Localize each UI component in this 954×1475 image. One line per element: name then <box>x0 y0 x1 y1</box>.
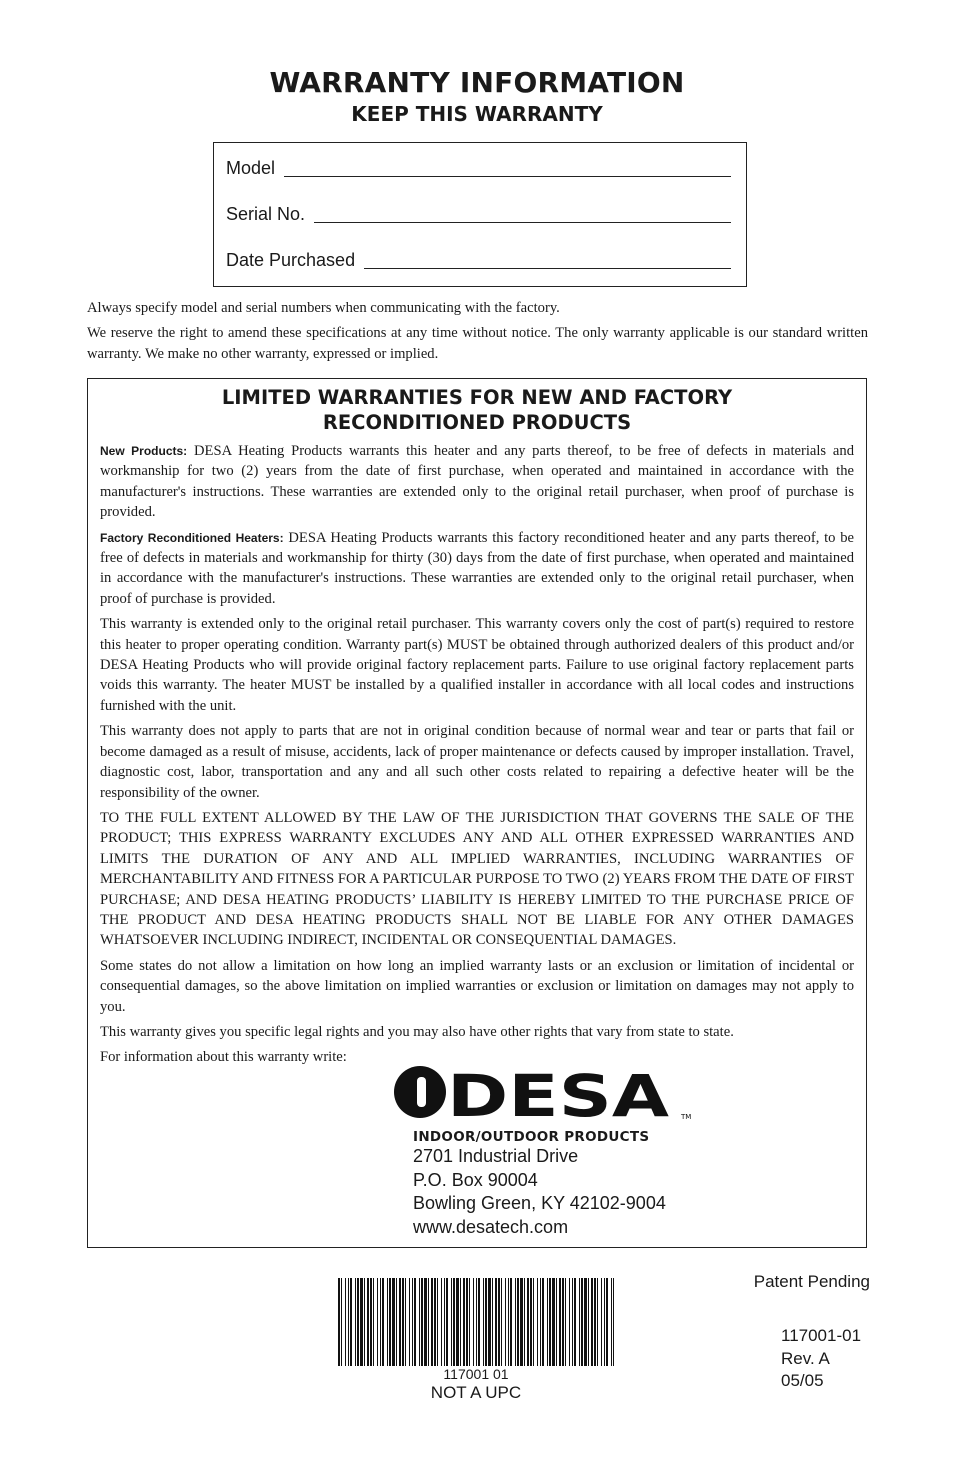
revision: Rev. A <box>781 1348 830 1368</box>
barcode-bar <box>463 1278 465 1366</box>
barcode-bar <box>348 1278 349 1366</box>
barcode-bar <box>498 1278 500 1366</box>
barcode-bar <box>572 1278 573 1366</box>
barcode-bar <box>581 1278 583 1366</box>
barcode-bar <box>594 1278 596 1366</box>
barcode-bar <box>373 1278 374 1366</box>
barcode-bar <box>488 1278 491 1366</box>
limited-warranty-box <box>87 378 867 1248</box>
barcode-bar <box>341 1278 342 1366</box>
barcode-bar <box>517 1278 519 1366</box>
barcode-bar <box>402 1278 404 1366</box>
barcode-bar <box>355 1278 356 1366</box>
barcode-bar <box>437 1278 438 1366</box>
barcode-bar <box>559 1278 561 1366</box>
barcode-bar <box>584 1278 587 1366</box>
barcode-bar <box>421 1278 423 1366</box>
barcode-bar <box>520 1278 523 1366</box>
barcode-bar <box>444 1278 445 1366</box>
barcode-bar <box>530 1278 532 1366</box>
rights-paragraph: This warranty gives you specific legal rights and you may also have other rights that vary from state to state. <box>100 1023 734 1040</box>
barcode-bar <box>527 1278 529 1366</box>
barcode-bar <box>382 1278 384 1366</box>
barcode-bar <box>579 1278 580 1366</box>
barcode-bar <box>574 1278 576 1366</box>
patent-pending: Patent Pending <box>753 1272 870 1291</box>
barcode-bar <box>524 1278 525 1366</box>
barcode-bar <box>350 1278 352 1366</box>
barcode-bar <box>405 1278 406 1366</box>
barcode-bar <box>456 1278 459 1366</box>
barcode-bar <box>431 1278 433 1366</box>
title-line-1: LIMITED WARRANTIES FOR NEW AND FACTORY <box>221 386 733 409</box>
barcode-bar <box>428 1278 429 1366</box>
barcode-bar <box>367 1278 369 1366</box>
barcode-bar <box>542 1278 544 1366</box>
reconditioned-paragraph <box>100 528 854 610</box>
barcode-bar <box>389 1278 391 1366</box>
barcode-bar <box>396 1278 397 1366</box>
barcode-bar <box>540 1278 541 1366</box>
barcode-bar <box>492 1278 493 1366</box>
barcode-bar <box>345 1278 346 1366</box>
barcode-number: 117001 01 <box>443 1366 509 1382</box>
model-row <box>226 158 731 179</box>
barcode-bar <box>370 1278 372 1366</box>
barcode-bar <box>412 1278 413 1366</box>
company-address <box>413 1145 666 1239</box>
barcode-bar <box>483 1278 484 1366</box>
barcode-bar <box>453 1278 455 1366</box>
barcode-bar <box>469 1278 470 1366</box>
barcode-bar <box>377 1278 378 1366</box>
barcode-bar <box>473 1278 474 1366</box>
barcode-bar <box>515 1278 516 1366</box>
warranty-body <box>100 441 854 1073</box>
date-row <box>226 250 731 271</box>
barcode-bar <box>466 1278 468 1366</box>
barcode-bar <box>485 1278 487 1366</box>
barcode-bar <box>547 1278 548 1366</box>
barcode-bar <box>510 1278 512 1366</box>
barcode-bar <box>537 1278 538 1366</box>
barcode-bar <box>613 1278 614 1366</box>
logo-tagline: INDOOR/OUTDOOR PRODUCTS <box>413 1129 650 1145</box>
address-line-2: P.O. Box 90004 <box>413 1169 538 1190</box>
trademark-mark: TM <box>681 1113 692 1121</box>
part-number-block <box>781 1325 861 1393</box>
states-paragraph: Some states do not allow a limitation on how long an implied warranty lasts or an exclusion or limitation of incidental or consequential damages, so the above limitation on implied warranties or exclusion or limitation on damages may not apply to you. <box>100 957 854 1015</box>
barcode-bar <box>505 1278 506 1366</box>
barcode-bar <box>441 1278 442 1366</box>
barcode-bar <box>338 1278 340 1366</box>
barcode-bar <box>588 1278 589 1366</box>
barcode-bar <box>419 1278 420 1366</box>
barcode-bar <box>446 1278 448 1366</box>
barcode-bar <box>380 1278 381 1366</box>
model-label: Model <box>226 158 276 178</box>
barcode-bar <box>357 1278 359 1366</box>
barcode-bar <box>495 1278 497 1366</box>
barcode-bar <box>549 1278 551 1366</box>
address-line-3: Bowling Green, KY 42102-9004 <box>413 1193 666 1213</box>
serial-row <box>226 204 731 225</box>
barcode-bar <box>392 1278 395 1366</box>
barcode-bar <box>569 1278 570 1366</box>
page-subtitle: KEEP THIS WARRANTY <box>351 102 603 126</box>
title-line-2: RECONDITIONED PRODUCTS <box>322 411 632 434</box>
desa-logo <box>393 1065 693 1135</box>
not-apply-paragraph: This warranty does not apply to parts that are not in original condition because of normal wear and tear or parts that fail or become damaged as a result of misuse, accidents, lack of proper maintenance or defects caused by improper installation. Travel, diagnostic cost, labor, transportation and any and all such other costs related to repairing a defective heater will be the responsibility of the owner. <box>100 723 854 801</box>
new-products-lead: New Products: <box>100 444 188 458</box>
reconditioned-text: DESA Heating Products warrants this factory reconditioned heater and any parts thereof, to be free of defects in materials and workmanship for thirty (30) days from the date of first purchase, when operated and maintained in accordance with the manufacturer's instructions. These warranties are extended only to the original retail purchaser, when proof of purchase is provided. <box>100 529 854 607</box>
barcode-bar <box>387 1278 388 1366</box>
registration-box <box>213 142 747 287</box>
barcode-bar <box>552 1278 555 1366</box>
note-reserve: We reserve the right to amend these specifications at any time without notice. The only warranty applicable is our standard written warranty. We make no other warranty, expressed or implied. <box>87 325 868 362</box>
barcode-bar <box>606 1278 608 1366</box>
barcode-bar <box>597 1278 598 1366</box>
barcode-bar <box>601 1278 602 1366</box>
barcode-caption: NOT A UPC <box>430 1383 522 1402</box>
barcode-bar <box>434 1278 436 1366</box>
extended-paragraph: This warranty is extended only to the original retail purchaser. This warranty covers only the cost of part(s) required to restore this heater to proper operating condition. Warranty part(s) MUST be obtained through authorized dealers of this product and/or DESA Heating Products who will provide original factory replacement parts. Failure to use original factory replacement parts voids this warranty. The heater MUST be installed by a qualified installer in accordance with all local codes and instructions furnished with the unit. <box>100 616 854 714</box>
barcode-bar <box>565 1278 566 1366</box>
page-title: WARRANTY INFORMATION <box>269 66 685 99</box>
barcode-bar <box>611 1278 612 1366</box>
barcode-bar <box>364 1278 365 1366</box>
model-field[interactable] <box>284 163 731 177</box>
barcode <box>338 1278 614 1366</box>
limited-warranty-title <box>88 385 866 435</box>
serial-field[interactable] <box>314 209 731 223</box>
revision-date: 05/05 <box>781 1371 824 1390</box>
address-line-1: 2701 Industrial Drive <box>413 1146 579 1166</box>
full-extent-paragraph: TO THE FULL EXTENT ALLOWED BY THE LAW OF THE JURISDICTION THAT GOVERNS THE SALE OF THE PRODUCT; THIS EXPRESS WARRANTY EXCLUDES ANY AND ALL OTHER EXPRESSED WARRANTIES AND LIMITS THE DURATION OF ANY AND ALL IMPLIED WARRANTIES, INCLUDING WARRANTIES OF MERCHANTABILITY AND FITNESS FOR A PARTICULAR PURPOSE TO TWO (2) YEARS FROM THE DATE OF FIRST PURCHASE; AND DESA HEATING PRODUCTS’ LIABILITY IS HEREBY LIMITED TO THE PURCHASE PRICE OF THE PRODUCT AND DESA HEATING PRODUCTS SHALL NOT BE LIABLE FOR ANY OTHER DAMAGES WHATSOEVER INCLUDING INDIRECT, INCIDENTAL OR CONSEQUENTIAL DAMAGES. <box>100 809 854 949</box>
barcode-bar <box>478 1278 480 1366</box>
barcode-bar <box>562 1278 564 1366</box>
barcode-bar <box>414 1278 416 1366</box>
barcode-bar <box>399 1278 401 1366</box>
barcode-bar <box>533 1278 534 1366</box>
website-link[interactable]: www.desatech.com <box>413 1216 569 1237</box>
date-field[interactable] <box>364 255 731 269</box>
reconditioned-lead: Factory Reconditioned Heaters: <box>100 530 284 545</box>
barcode-bar <box>460 1278 461 1366</box>
logo-wordmark: DESA <box>447 1065 670 1130</box>
barcode-bar <box>476 1278 477 1366</box>
barcode-bar <box>501 1278 502 1366</box>
new-products-paragraph <box>100 441 854 523</box>
info-paragraph: For information about this warranty write: <box>100 1049 347 1066</box>
barcode-bar <box>451 1278 452 1366</box>
barcode-bar <box>409 1278 410 1366</box>
part-number: 117001-01 <box>781 1326 862 1345</box>
barcode-bar <box>508 1278 509 1366</box>
barcode-bar <box>424 1278 427 1366</box>
new-products-text: DESA Heating Products warrants this heater and any parts thereof, to be free of defects in materials and workmanship for two (2) years from the date of first purchase, when operated and maintained in accordance with the manufacturer's instructions. These warranties are extended only to the original retail purchaser, when proof of purchase is provided. <box>100 443 854 521</box>
note-specify: Always specify model and serial numbers when communicating with the factory. <box>87 300 560 316</box>
barcode-bar <box>591 1278 593 1366</box>
barcode-bar <box>556 1278 557 1366</box>
date-label: Date Purchased <box>226 250 356 270</box>
serial-label: Serial No. <box>226 204 306 224</box>
barcode-bar <box>604 1278 605 1366</box>
barcode-bar <box>360 1278 363 1366</box>
